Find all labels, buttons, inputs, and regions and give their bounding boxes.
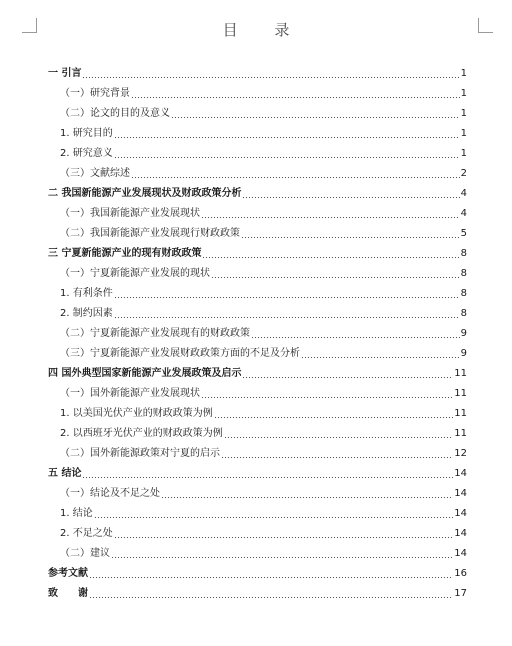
toc-entry[interactable] <box>48 220 467 240</box>
toc-entry-page-number: 8 <box>460 308 467 319</box>
toc-entry-page-number: 4 <box>460 208 467 219</box>
toc-entry-label: （二）建议 <box>60 548 110 559</box>
toc-entry[interactable] <box>48 340 467 360</box>
toc-entry[interactable] <box>48 120 467 140</box>
toc-dot-leader <box>214 411 454 419</box>
toc-entry[interactable] <box>48 260 467 280</box>
toc-entry[interactable] <box>48 460 467 480</box>
toc-entry-page-number: 14 <box>454 488 467 499</box>
toc-dot-leader <box>251 331 460 339</box>
toc-entry-label: 2. 研究意义 <box>60 148 113 159</box>
toc-entry-label: （三）宁夏新能源产业发展财政政策方面的不足及分析 <box>60 348 300 359</box>
toc-entry-page-number: 9 <box>460 328 467 339</box>
toc-entry[interactable] <box>48 280 467 300</box>
toc-entry-label: 1. 研究目的 <box>60 128 113 139</box>
toc-entry-label: （一）我国新能源产业发展现状 <box>60 208 200 219</box>
toc-entry-label: 1. 有利条件 <box>60 288 113 299</box>
toc-dot-leader <box>171 111 460 119</box>
toc-entry-page-number: 11 <box>454 408 467 419</box>
toc-dot-leader <box>114 311 460 319</box>
toc-dot-leader <box>224 431 454 439</box>
toc-entry[interactable] <box>48 240 467 260</box>
toc-entry-page-number: 8 <box>460 248 467 259</box>
toc-entry-page-number: 1 <box>460 148 467 159</box>
toc-entry[interactable] <box>48 540 467 560</box>
toc-dot-leader <box>82 471 453 479</box>
toc-entry[interactable] <box>48 160 467 180</box>
toc-entry[interactable] <box>48 140 467 160</box>
toc-entry-page-number: 1 <box>460 108 467 119</box>
toc-dot-leader <box>221 451 453 459</box>
toc-entry-page-number: 17 <box>454 588 467 599</box>
toc-entry-page-number: 14 <box>454 468 467 479</box>
toc-dot-leader <box>241 231 460 239</box>
toc-entry-label: 致 谢 <box>48 588 88 599</box>
toc-entry-page-number: 1 <box>460 68 467 79</box>
toc-dot-leader <box>89 571 453 579</box>
toc-dot-leader <box>114 131 460 139</box>
toc-entry-page-number: 14 <box>454 528 467 539</box>
toc-entry-label: （一）国外新能源产业发展现状 <box>60 388 200 399</box>
toc-entry[interactable] <box>48 520 467 540</box>
toc-dot-leader <box>301 351 460 359</box>
toc-dot-leader <box>131 171 460 179</box>
toc-entry-label: 2. 以西班牙光伏产业的财政政策为例 <box>60 428 223 439</box>
toc-entry-label: 2. 制约因素 <box>60 308 113 319</box>
toc-entry[interactable] <box>48 360 467 380</box>
toc-dot-leader <box>201 391 453 399</box>
toc-entry-label: （二）论文的目的及意义 <box>60 108 170 119</box>
toc-entry-label: （二）国外新能源政策对宁夏的启示 <box>60 448 220 459</box>
toc-entry-label: （一）结论及不足之处 <box>60 488 160 499</box>
toc-entry-page-number: 8 <box>460 268 467 279</box>
toc-entry-label: （一）研究背景 <box>60 88 130 99</box>
toc-entry-page-number: 14 <box>454 548 467 559</box>
toc-entry-page-number: 2 <box>460 168 467 179</box>
toc-dot-leader <box>114 151 460 159</box>
toc-dot-leader <box>114 531 454 539</box>
toc-entry-page-number: 11 <box>454 428 467 439</box>
toc-entry[interactable] <box>48 380 467 400</box>
toc-entry[interactable] <box>48 480 467 500</box>
toc-entry-label: （二）我国新能源产业发展现行财政政策 <box>60 228 240 239</box>
toc-dot-leader <box>89 591 453 599</box>
toc-entry[interactable] <box>48 200 467 220</box>
toc-entry-page-number: 12 <box>454 448 467 459</box>
toc-entry-label: 二 我国新能源产业发展现状及财政政策分析 <box>48 188 242 199</box>
toc-entry-label: 一 引言 <box>48 68 82 79</box>
toc-dot-leader <box>242 191 459 199</box>
toc-entry-page-number: 8 <box>460 288 467 299</box>
toc-entry-page-number: 5 <box>460 228 467 239</box>
toc-entry[interactable] <box>48 80 467 100</box>
toc-entry-label: （一）宁夏新能源产业发展的现状 <box>60 268 210 279</box>
toc-entry[interactable] <box>48 440 467 460</box>
toc-entry-label: 五 结论 <box>48 468 82 479</box>
toc-dot-leader <box>82 71 459 79</box>
toc-dot-leader <box>114 291 460 299</box>
toc-entry[interactable] <box>48 300 467 320</box>
toc-entry[interactable] <box>48 180 467 200</box>
toc-entry-label: 参考文献 <box>48 568 88 579</box>
toc-entry[interactable] <box>48 420 467 440</box>
toc-dot-leader <box>131 91 460 99</box>
toc-entry-label: （二）宁夏新能源产业发展现有的财政政策 <box>60 328 250 339</box>
toc-entry-page-number: 16 <box>454 568 467 579</box>
toc-entry-label: （三）文献综述 <box>60 168 130 179</box>
toc-entry-page-number: 14 <box>454 508 467 519</box>
toc-dot-leader <box>242 371 453 379</box>
table-of-contents <box>48 60 467 600</box>
toc-title: 目 录 <box>222 21 306 39</box>
toc-dot-leader <box>211 271 460 279</box>
toc-entry[interactable] <box>48 560 467 580</box>
toc-entry-page-number: 1 <box>460 88 467 99</box>
toc-entry[interactable] <box>48 100 467 120</box>
toc-entry-label: 1. 以美国光伏产业的财政政策为例 <box>60 408 213 419</box>
toc-entry[interactable] <box>48 320 467 340</box>
toc-entry[interactable] <box>48 580 467 600</box>
toc-dot-leader <box>201 211 460 219</box>
toc-dot-leader <box>111 551 453 559</box>
toc-entry-label: 2. 不足之处 <box>60 528 113 539</box>
toc-entry[interactable] <box>48 500 467 520</box>
toc-dot-leader <box>94 511 454 519</box>
toc-dot-leader <box>202 251 459 259</box>
toc-entry-label: 三 宁夏新能源产业的现有财政政策 <box>48 248 202 259</box>
toc-entry-page-number: 9 <box>460 348 467 359</box>
toc-entry-page-number: 11 <box>454 368 467 379</box>
toc-entry-page-number: 4 <box>460 188 467 199</box>
toc-entry[interactable] <box>48 400 467 420</box>
toc-dot-leader <box>161 491 453 499</box>
toc-entry-label: 1. 结论 <box>60 508 93 519</box>
toc-entry-label: 四 国外典型国家新能源产业发展政策及启示 <box>48 368 242 379</box>
toc-entry[interactable] <box>48 60 467 80</box>
toc-entry-page-number: 11 <box>454 388 467 399</box>
toc-entry-page-number: 1 <box>460 128 467 139</box>
